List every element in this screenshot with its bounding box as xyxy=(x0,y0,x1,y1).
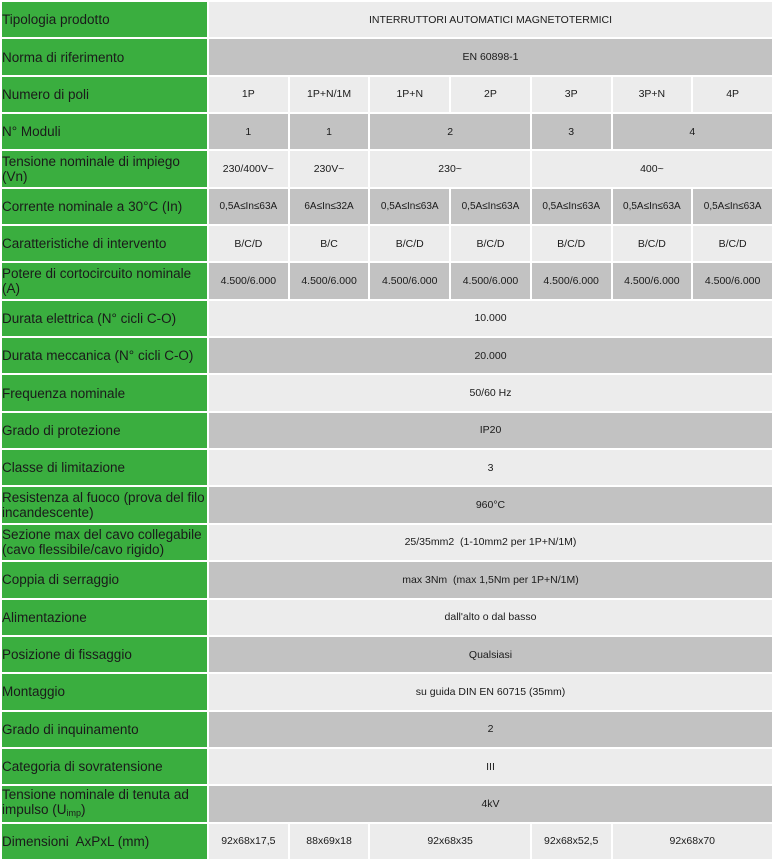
value-frequenza: 50/60 Hz xyxy=(209,375,772,410)
value-potere: 4.500/6.000 xyxy=(613,263,692,298)
label-protezione: Grado di protezione xyxy=(2,413,207,448)
value-coppia: max 3Nm (max 1,5Nm per 1P+N/1M) xyxy=(209,562,772,597)
row-tensione xyxy=(2,151,772,186)
value-caratteristiche: B/C/D xyxy=(209,226,288,261)
row-frequenza xyxy=(2,375,772,410)
value-potere: 4.500/6.000 xyxy=(290,263,369,298)
value-dimensioni: 92x68x70 xyxy=(613,824,772,859)
label-posizione: Posizione di fissaggio xyxy=(2,637,207,672)
row-protezione xyxy=(2,413,772,448)
value-protezione: IP20 xyxy=(209,413,772,448)
value-poli-1pn1m: 1P+N/1M xyxy=(290,77,369,112)
label-tensione: Tensione nominale di impiego (Vn) xyxy=(2,151,207,186)
label-tenuta-close: ) xyxy=(81,801,86,817)
value-dimensioni: 88x69x18 xyxy=(290,824,369,859)
value-moduli: 2 xyxy=(370,114,529,149)
row-coppia xyxy=(2,562,772,597)
value-potere: 4.500/6.000 xyxy=(532,263,611,298)
value-caratteristiche: B/C/D xyxy=(613,226,692,261)
value-tensione: 230V~ xyxy=(290,151,369,186)
value-dimensioni: 92x68x17,5 xyxy=(209,824,288,859)
row-sezione xyxy=(2,525,772,560)
value-moduli: 3 xyxy=(532,114,611,149)
value-potere: 4.500/6.000 xyxy=(209,263,288,298)
label-montaggio: Montaggio xyxy=(2,674,207,709)
row-tenuta xyxy=(2,786,772,821)
row-durata-elettrica xyxy=(2,301,772,336)
value-tensione: 400~ xyxy=(532,151,772,186)
value-durata-elettrica: 10.000 xyxy=(209,301,772,336)
value-potere: 4.500/6.000 xyxy=(370,263,449,298)
row-durata-meccanica xyxy=(2,338,772,373)
row-poli xyxy=(2,77,772,112)
value-alimentazione: dall'alto o dal basso xyxy=(209,600,772,635)
value-corrente: 0,5A≤In≤63A xyxy=(451,189,530,224)
label-moduli: N° Moduli xyxy=(2,114,207,149)
value-corrente: 0,5A≤In≤63A xyxy=(209,189,288,224)
value-poli-4p: 4P xyxy=(693,77,772,112)
label-tenuta-subscript: imp xyxy=(66,807,82,818)
value-caratteristiche: B/C/D xyxy=(532,226,611,261)
value-corrente: 0,5A≤In≤63A xyxy=(370,189,449,224)
value-sovratensione: III xyxy=(209,749,772,784)
value-corrente: 0,5A≤In≤63A xyxy=(532,189,611,224)
value-corrente: 0,5A≤In≤63A xyxy=(613,189,692,224)
label-frequenza: Frequenza nominale xyxy=(2,375,207,410)
label-durata-meccanica: Durata meccanica (N° cicli C-O) xyxy=(2,338,207,373)
value-dimensioni: 92x68x52,5 xyxy=(532,824,611,859)
label-tenuta xyxy=(2,786,207,821)
row-moduli xyxy=(2,114,772,149)
value-caratteristiche: B/C/D xyxy=(370,226,449,261)
label-potere: Potere di cortocircuito nominale (A) xyxy=(2,263,207,298)
value-potere: 4.500/6.000 xyxy=(693,263,772,298)
value-moduli: 4 xyxy=(613,114,772,149)
value-caratteristiche: B/C/D xyxy=(451,226,530,261)
row-corrente xyxy=(2,189,772,224)
label-poli: Numero di poli xyxy=(2,77,207,112)
value-limitazione: 3 xyxy=(209,450,772,485)
value-poli-3pn: 3P+N xyxy=(613,77,692,112)
value-caratteristiche: B/C xyxy=(290,226,369,261)
value-potere: 4.500/6.000 xyxy=(451,263,530,298)
value-corrente: 6A≤In≤32A xyxy=(290,189,369,224)
value-tipologia: INTERRUTTORI AUTOMATICI MAGNETOTERMICI xyxy=(209,2,772,37)
label-caratteristiche: Caratteristiche di intervento xyxy=(2,226,207,261)
label-corrente: Corrente nominale a 30°C (In) xyxy=(2,189,207,224)
value-moduli: 1 xyxy=(290,114,369,149)
row-alimentazione xyxy=(2,600,772,635)
value-sezione: 25/35mm2 (1-10mm2 per 1P+N/1M) xyxy=(209,525,772,560)
label-sovratensione: Categoria di sovratensione xyxy=(2,749,207,784)
value-montaggio: su guida DIN EN 60715 (35mm) xyxy=(209,674,772,709)
label-inquinamento: Grado di inquinamento xyxy=(2,712,207,747)
label-coppia: Coppia di serraggio xyxy=(2,562,207,597)
value-moduli: 1 xyxy=(209,114,288,149)
value-posizione: Qualsiasi xyxy=(209,637,772,672)
label-limitazione: Classe di limitazione xyxy=(2,450,207,485)
row-caratteristiche xyxy=(2,226,772,261)
row-tipologia xyxy=(2,2,772,37)
value-caratteristiche: B/C/D xyxy=(693,226,772,261)
value-norma: EN 60898-1 xyxy=(209,39,772,74)
row-dimensioni xyxy=(2,824,772,859)
value-fuoco: 960°C xyxy=(209,487,772,522)
label-dimensioni: Dimensioni AxPxL (mm) xyxy=(2,824,207,859)
label-fuoco: Resistenza al fuoco (prova del filo incandescente) xyxy=(2,487,207,522)
row-limitazione xyxy=(2,450,772,485)
row-fuoco xyxy=(2,487,772,522)
value-tenuta: 4kV xyxy=(209,786,772,821)
value-dimensioni: 92x68x35 xyxy=(370,824,529,859)
label-sezione: Sezione max del cavo collegabile (cavo flessibile/cavo rigido) xyxy=(2,525,207,560)
row-montaggio xyxy=(2,674,772,709)
value-poli-1pn: 1P+N xyxy=(370,77,449,112)
label-tipologia: Tipologia prodotto xyxy=(2,2,207,37)
value-tensione: 230/400V~ xyxy=(209,151,288,186)
value-poli-3p: 3P xyxy=(532,77,611,112)
row-potere xyxy=(2,263,772,298)
row-sovratensione xyxy=(2,749,772,784)
value-durata-meccanica: 20.000 xyxy=(209,338,772,373)
value-poli-1p: 1P xyxy=(209,77,288,112)
value-corrente: 0,5A≤In≤63A xyxy=(693,189,772,224)
label-norma: Norma di riferimento xyxy=(2,39,207,74)
label-alimentazione: Alimentazione xyxy=(2,600,207,635)
row-norma xyxy=(2,39,772,74)
label-durata-elettrica: Durata elettrica (N° cicli C-O) xyxy=(2,301,207,336)
row-inquinamento xyxy=(2,712,772,747)
value-tensione: 230~ xyxy=(370,151,529,186)
row-posizione xyxy=(2,637,772,672)
value-inquinamento: 2 xyxy=(209,712,772,747)
label-tenuta-text: Tensione nominale di tenuta ad impulso (U xyxy=(2,786,189,817)
value-poli-2p: 2P xyxy=(451,77,530,112)
